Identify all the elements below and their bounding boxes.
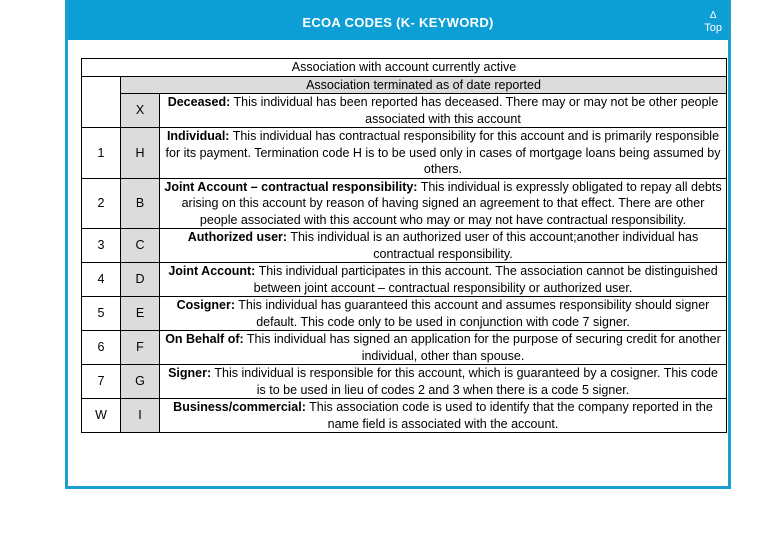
description-cell [160,263,727,297]
description-cell [160,94,727,128]
description-term: Individual: [166,129,230,143]
description-cell [160,128,727,179]
description-text: This individual participates in this account. The association cannot be distinguished between joint account – contractual responsibility or authorized user. [253,264,718,295]
header-row-active [82,59,727,77]
ecoa-codes-panel [65,0,731,489]
description-term: Business/commercial: [173,400,306,414]
header-row-terminated [82,76,727,94]
table-row [82,128,727,179]
table-row [82,297,727,331]
terminated-code-cell: B [121,178,160,229]
table-row [82,178,727,229]
terminated-code-cell: I [121,399,160,433]
header-terminated: Association terminated as of date reported [121,76,727,94]
description-cell [160,331,727,365]
description-text: This association code is used to identify that the company reported in the name field is associated with the account. [305,400,713,431]
active-code-cell: 3 [82,229,121,263]
section-title: ECOA CODES (K- KEYWORD) [302,15,494,30]
description-text: This individual is responsible for this account, which is guaranteed by a cosigner. This code is to be used in lieu of codes 2 and 3 when there is a code 5 signer. [211,366,718,397]
description-term: On Behalf of: [165,332,244,346]
description-term: Joint Account: [168,264,256,278]
top-link-label: Top [704,22,722,34]
description-cell [160,297,727,331]
terminated-code-cell: G [121,365,160,399]
description-cell [160,178,727,229]
description-term: Authorized user: [187,230,288,244]
up-arrow-icon: ∆ [710,10,717,21]
description-text: This individual is expressly obligated to repay all debts arising on this account by reason of having signed an agreement to that effect. There are other people associated with this account who may or may not have contractual responsibility. [181,179,722,227]
description-text: This individual has guaranteed this account and assumes responsibility should signer default. This code only to be used in conjunction with code 7 signer. [234,298,710,329]
description-cell [160,399,727,433]
active-code-cell: W [82,399,121,433]
terminated-code-cell: C [121,229,160,263]
description-text: This individual has contractual responsibility for this account and is primarily responsible for its payment. Termination code H is to be used only in cases of mortgage loans being assumed by others. [165,129,721,176]
active-code-cell: 2 [82,178,121,229]
description-term: Deceased: [167,95,231,109]
ecoa-codes-table [81,58,727,433]
table-row [82,399,727,433]
description-text: This individual has been reported has deceased. There may or may not be other people associated with this account [230,95,719,126]
blank-cell [82,76,121,128]
terminated-code-cell: X [121,94,160,128]
description-term: Cosigner: [176,298,235,312]
active-code-cell: 1 [82,128,121,179]
table-row [82,229,727,263]
terminated-code-cell: D [121,263,160,297]
table-row [82,331,727,365]
terminated-code-cell: F [121,331,160,365]
active-code-cell: 7 [82,365,121,399]
description-text: This individual is an authorized user of this account;another individual has contractual responsibility. [287,230,699,261]
table-row [82,94,727,128]
description-term: Joint Account – contractual responsibility: [164,179,418,194]
header-active: Association with account currently active [82,59,727,77]
table-row [82,263,727,297]
active-code-cell: 4 [82,263,121,297]
terminated-code-cell: H [121,128,160,179]
description-text: This individual has signed an application for the purpose of securing credit for another individual, other than spouse. [243,332,721,363]
terminated-code-cell: E [121,297,160,331]
table-row [82,365,727,399]
description-cell [160,365,727,399]
description-cell [160,229,727,263]
active-code-cell: 6 [82,331,121,365]
back-to-top-link[interactable] [704,10,722,34]
description-term: Signer: [168,366,212,380]
section-header [68,0,728,40]
active-code-cell: 5 [82,297,121,331]
